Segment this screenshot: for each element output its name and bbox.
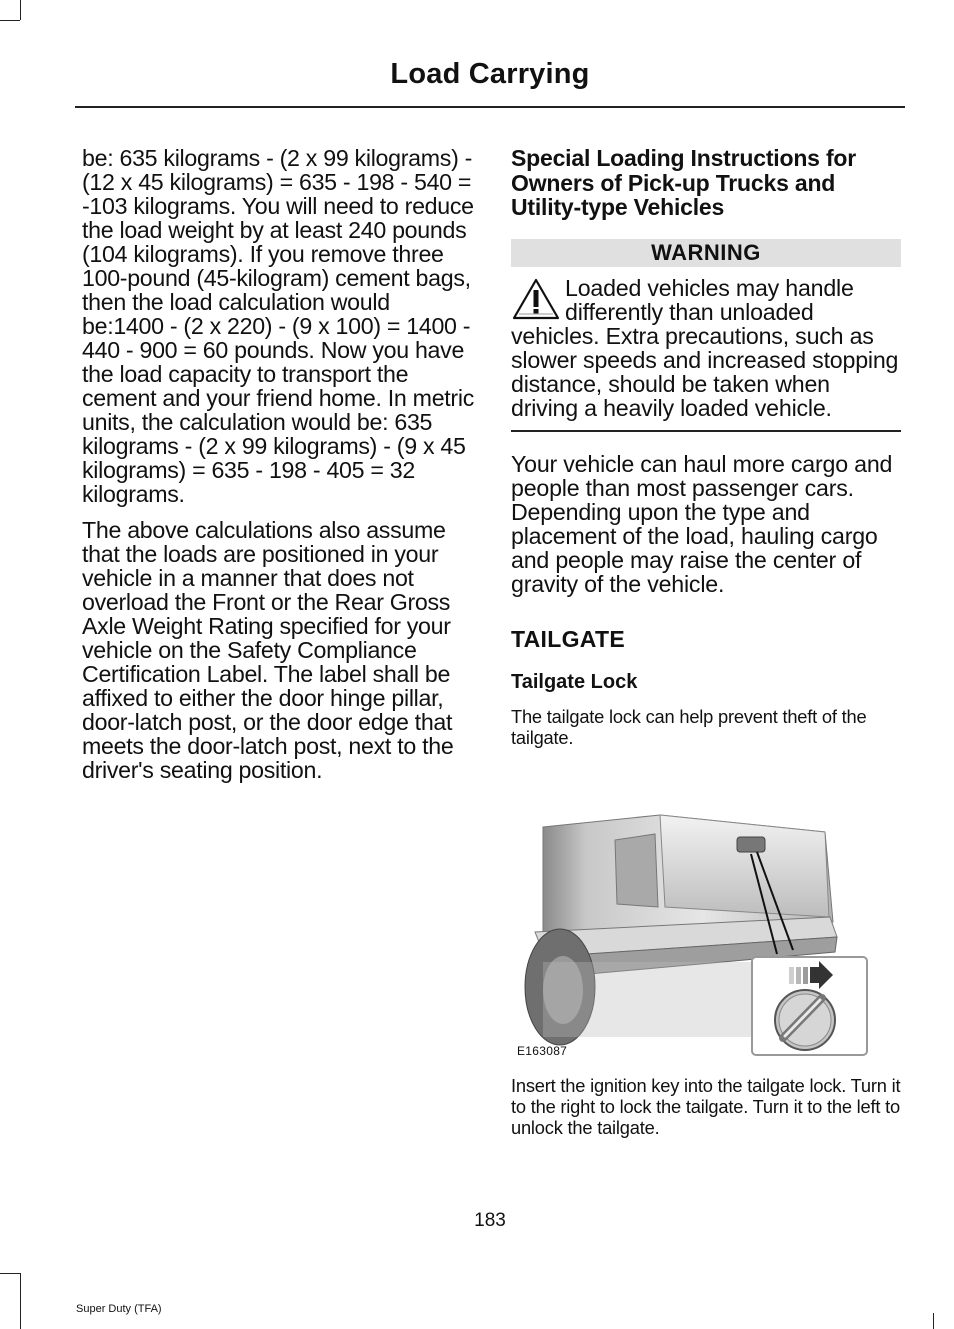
special-loading-heading: Special Loading Instructions for Owners of Pick-up Trucks and Utility-type Vehicles xyxy=(511,145,857,220)
page-title: Load Carrying xyxy=(390,58,590,90)
crop-mark xyxy=(0,1273,20,1274)
title-divider xyxy=(75,106,905,108)
figure-caption: Insert the ignition key into the tailgate lock. Turn it to the right to lock the tailgate. Turn it to the left to unlock the tailgate. xyxy=(511,1075,901,1138)
tailgate-heading: TAILGATE xyxy=(511,625,625,652)
warning-text: Loaded vehicles may handle differently than unloaded vehicles. Extra precautions, such as slower speeds and increased stopping distance, should be taken when driving a heavily loaded vehicle. xyxy=(511,274,899,421)
tailgate-lock-heading: Tailgate Lock xyxy=(511,670,638,693)
tailgate-lock-illustration xyxy=(515,812,875,1062)
tailgate-lock-paragraph: The tailgate lock can help prevent theft of the tailgate. xyxy=(511,705,867,748)
warning-triangle-icon xyxy=(511,277,561,321)
footer-label: Super Duty (TFA) xyxy=(76,1303,162,1315)
figure-code: E163087 xyxy=(517,1044,568,1058)
cargo-paragraph: Your vehicle can haul more cargo and people than most passenger cars. Depending upon the type and placement of the load, hauling cargo and people may raise the center of gravity of the vehicle. xyxy=(511,450,893,597)
page-number: 183 xyxy=(474,1210,506,1231)
right-column xyxy=(511,146,901,748)
crop-mark xyxy=(0,20,20,21)
calculation-paragraph: be: 635 kilograms - (2 x 99 kilograms) - (12 x 45 kilograms) = 635 - 198 - 540 = -103 kilograms. You will need to reduce the load weight by at least 240 pounds (104 kilograms). If you remove three 100-pound (45-kilogram) cement bags, then the load calculation would be:1400 - (2 x 220) - (9 x 100) = 1400 - 440 - 900 = 60 pounds. Now you have the load capacity to transport the cement and your friend home. In metric units, the calculation would be: 635 kilograms - (2 x 99 kilograms) - (9 x 45 kilograms) = 635 - 198 - 405 = 32 kilograms. xyxy=(82,145,474,507)
crop-mark xyxy=(20,1273,21,1329)
warning-header: WARNING xyxy=(511,239,901,267)
axle-rating-paragraph: The above calculations also assume that the loads are positioned in your vehicle in a manner that does not overload the Front or the Rear Gross Axle Weight Rating specified for your vehicle on the Safety Compliance Certification Label. The label shall be affixed to either the door hinge pillar, door-latch post, or the door edge that meets the door-latch post, next to the driver's seating position. xyxy=(82,517,454,783)
warning-divider xyxy=(511,430,901,432)
crop-mark xyxy=(933,1313,934,1329)
warning-box xyxy=(511,276,901,420)
left-column xyxy=(82,146,474,794)
crop-mark xyxy=(20,0,21,20)
